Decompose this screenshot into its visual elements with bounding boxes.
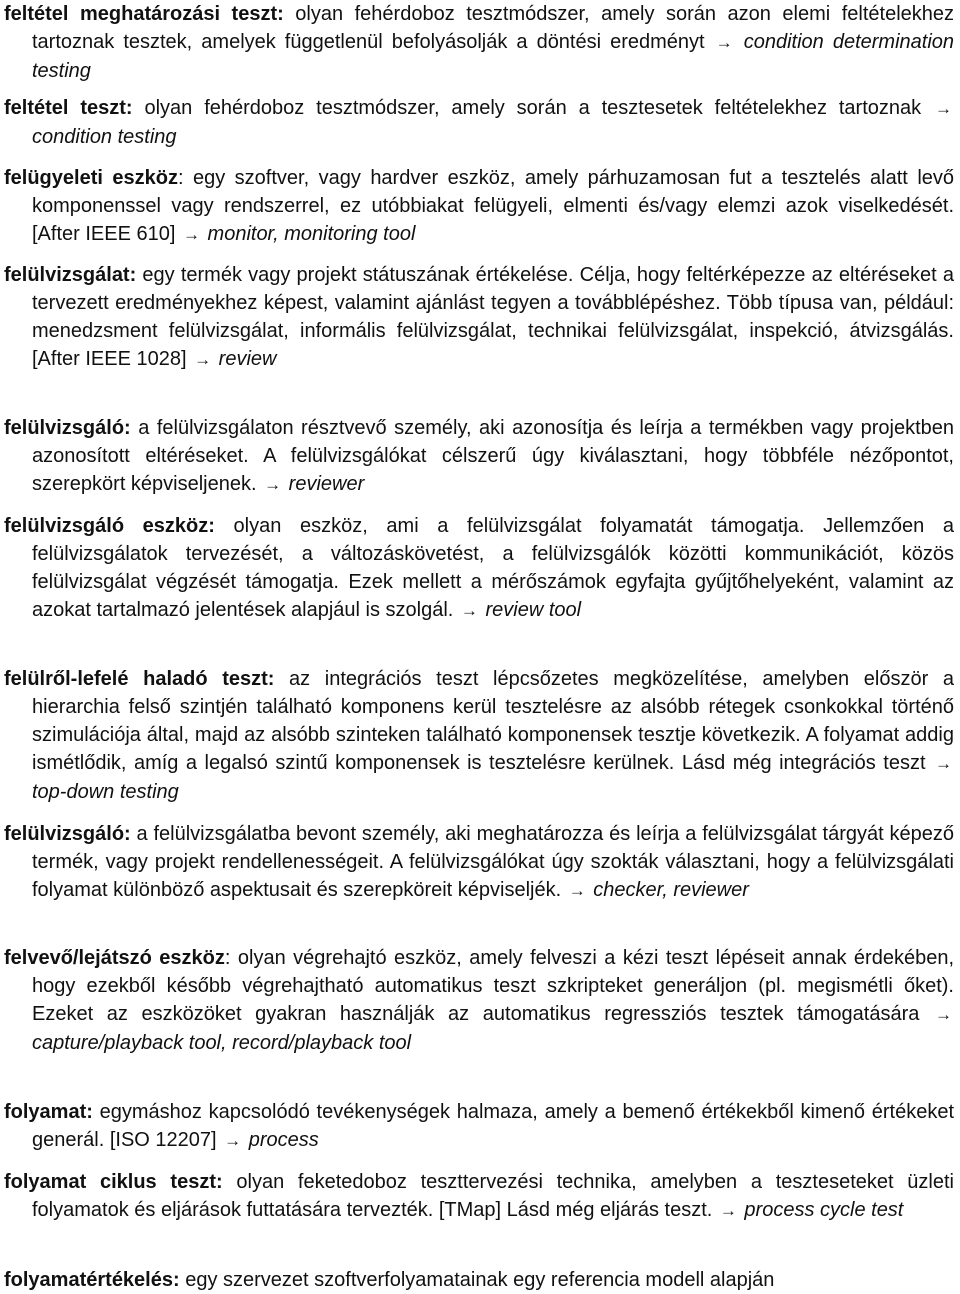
arrow-icon: → [935,1005,952,1024]
entry-definition: : olyan végrehajtó eszköz, amely felveszi a kézi teszt lépéseit annak érdekében, hogy ezekből később végrehajtható automatikus teszt szkripteket generáljon (pl. megismétli őket). Ezeket az eszközöket gyakran használják az automatikus regressziós tesztek támogatására [32,947,954,1025]
glossary-entry [4,94,954,151]
glossary-entry [4,1098,954,1155]
entry-term: folyamat: [4,1101,93,1123]
entry-definition: olyan eszköz, ami a felülvizsgálat folyamatát támogatja. Jellemzően a felülvizsgálatok tervezését, a változáskövetést, a felülvizsgálók közötti kommunikációt, közös felülvizsgálat végzését támogatja. Ezek mellett a mérőszámok egyfajta gyűjtőhelyeként, valamint az azokat tartalmazó jelentések alapjául is szolgál. [32,515,954,621]
arrow-icon: → [568,881,586,900]
entry-definition: : egy szoftver, vagy hardver eszköz, amely párhuzamosan fut a tesztelés alatt levő komponenssel vagy rendszerrel, ez utóbbiakat felügyeli, elmenti és/vagy elemzi azok viselkedését. [After IEEE 610] [32,167,955,245]
entry-english-term: monitor, monitoring tool [207,223,416,245]
arrow-icon: → [182,225,200,244]
glossary-entry [4,164,954,249]
entry-definition: egy termék vagy projekt státuszának értékelése. Célja, hogy feltérképezze az eltéréseket a tervezett eredményekhez képest, valamint ajánlást tegyen a továbblépéshez. Több típusa van, például: menedzsment felülvizsgálat, informális felülvizsgálat, technikai felülvizsgálat, inspekció, átvizsgálás. [After IEEE 1028] [32,264,954,370]
entry-definition: a felülvizsgálatba bevont személy, aki meghatározza és leírja a felülvizsgálat tárgyát képező termék, vagy projekt rendellenességeit. A felülvizsgálókat úgy szokták választani, hogy a felülvizsgálati folyamat különböző aspektusait és szerepköreit képviseljék. [32,823,954,901]
entry-term: felülvizsgáló: [4,417,131,439]
entry-term: felülvizsgáló: [4,823,131,845]
entry-english-term: review tool [485,599,582,621]
entry-term: folyamat ciklus teszt: [4,1171,223,1193]
entry-term: felülről-lefelé haladó teszt: [4,668,275,690]
glossary-entry [4,944,954,1057]
glossary-entry [4,1266,954,1294]
entry-english-term: top-down testing [32,781,179,803]
arrow-icon: → [224,1131,242,1150]
glossary-entry [4,261,954,374]
arrow-icon: → [935,754,952,773]
arrow-icon: → [719,1201,737,1220]
arrow-icon: → [194,350,212,369]
entry-term: feltétel teszt: [4,97,133,119]
entry-definition: egy szervezet szoftverfolyamatainak egy referencia modell alapján [179,1269,775,1291]
glossary-entry [4,665,954,806]
entry-term: folyamatértékelés: [4,1269,180,1291]
glossary-entry [4,0,954,85]
glossary-entry [4,414,954,499]
arrow-icon: → [264,475,282,494]
entry-term: felülvizsgálat: [4,264,137,286]
glossary-entry [4,512,954,625]
entry-term: felvevő/lejátszó eszköz [4,947,225,969]
entry-definition: olyan fehérdoboz tesztmódszer, amely során a tesztesetek feltételekhez tartoznak [132,97,934,119]
entry-term: feltétel meghatározási teszt: [4,3,284,25]
arrow-icon: → [935,99,953,118]
entry-term: felülvizsgáló eszköz: [4,515,215,537]
entry-definition: a felülvizsgálaton résztvevő személy, aki azonosítja és leírja a termékben vagy projektben azonosított eltéréseket. A felülvizsgálókat célszerű úgy kiválasztani, hogy többféle nézőpontot, szerepkört képviseljenek. [32,417,954,495]
arrow-icon: → [460,601,478,620]
entry-english-term: checker, reviewer [593,879,749,901]
entry-definition: olyan fehérdoboz tesztmódszer, amely során azon elemi feltételekhez tartoznak tesztek, amelyek függetlenül befolyásolják a döntési eredményt [32,3,955,53]
entry-english-term: reviewer [288,473,365,495]
entry-definition: egymáshoz kapcsolódó tevékenységek halmaza, amely a bemenő értékekből kimenő értékeket generál. [ISO 12207] [32,1101,954,1151]
entry-term: felügyeleti eszköz [4,167,178,189]
entry-definition: olyan feketedoboz teszttervezési technika, amelyben a teszteseteket üzleti folyamatok és eljárások futtatására tervezték. [TMap] Lásd még eljárás teszt. [32,1171,954,1221]
glossary-entry [4,1168,954,1225]
entry-english-term: review [218,348,277,370]
entry-english-term: capture/playback tool, record/playback tool [32,1032,412,1054]
entry-english-term: condition testing [32,126,177,148]
entry-english-term: process cycle test [744,1199,904,1221]
entry-english-term: condition determination testing [32,31,955,82]
glossary-entry [4,820,954,905]
entry-definition: az integrációs teszt lépcsőzetes megközelítése, amelyben először a hierarchia felső szintjén található komponens kerül tesztelésre az alsóbb rétegek csonkokkal történő szimulációja által, majd az alsóbb szinteken található komponensek tesztje következik. A folyamat addig ismétlődik, amíg a legalsó szintű komponensek is tesztelésre kerülnek. Lásd még integrációs teszt [32,668,954,774]
entry-english-term: process [248,1129,319,1151]
arrow-icon: → [715,33,733,52]
